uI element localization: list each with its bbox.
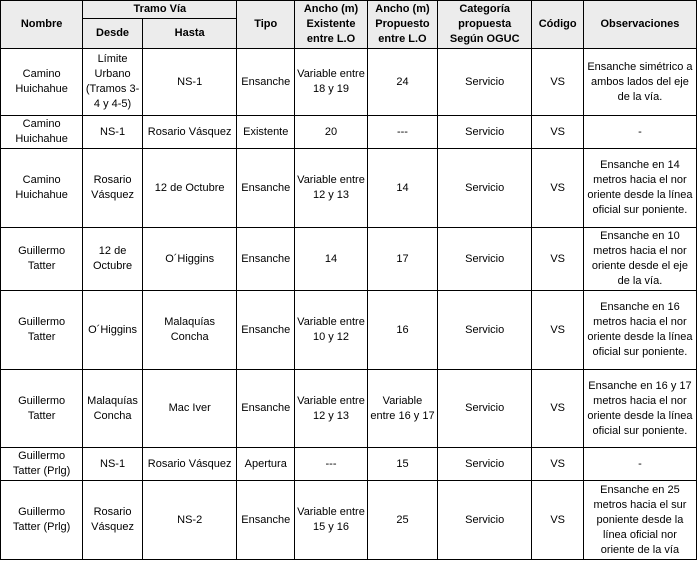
cell-codigo: VS — [532, 481, 583, 560]
cell-ancho-existente: Variable entre 18 y 19 — [295, 49, 368, 116]
header-observaciones: Observaciones — [583, 1, 696, 49]
cell-categoria: Servicio — [437, 481, 532, 560]
cell-codigo: VS — [532, 116, 583, 149]
table-row — [1, 370, 697, 448]
header-hasta: Hasta — [142, 19, 237, 49]
cell-ancho-existente: Variable entre 10 y 12 — [295, 291, 368, 370]
cell-desde: 12 de Octubre — [83, 228, 143, 291]
table-row — [1, 228, 697, 291]
cell-ancho-propuesto: 24 — [368, 49, 438, 116]
cell-desde: Rosario Vásquez — [83, 481, 143, 560]
cell-ancho-propuesto: --- — [368, 116, 438, 149]
cell-observaciones: - — [583, 448, 696, 481]
cell-codigo: VS — [532, 149, 583, 228]
cell-hasta: O´Higgins — [142, 228, 237, 291]
table-row — [1, 49, 697, 116]
cell-ancho-propuesto: 16 — [368, 291, 438, 370]
table-row — [1, 448, 697, 481]
cell-ancho-propuesto: 25 — [368, 481, 438, 560]
cell-desde: Rosario Vásquez — [83, 149, 143, 228]
cell-hasta: NS-2 — [142, 481, 237, 560]
cell-tipo: Ensanche — [237, 49, 295, 116]
cell-desde: NS-1 — [83, 116, 143, 149]
cell-hasta: NS-1 — [142, 49, 237, 116]
header-ancho-propuesto: Ancho (m) Propuesto entre L.O — [368, 1, 438, 49]
cell-codigo: VS — [532, 228, 583, 291]
cell-codigo: VS — [532, 448, 583, 481]
cell-observaciones: Ensanche en 16 y 17 metros hacia el nor oriente desde la línea oficial sur poniente. — [583, 370, 696, 448]
cell-tipo: Ensanche — [237, 228, 295, 291]
table-header — [1, 1, 697, 49]
cell-nombre: Camino Huichahue — [1, 116, 83, 149]
cell-ancho-existente: Variable entre 12 y 13 — [295, 370, 368, 448]
cell-nombre: Guillermo Tatter — [1, 370, 83, 448]
header-codigo: Código — [532, 1, 583, 49]
cell-codigo: VS — [532, 49, 583, 116]
cell-desde: Límite Urbano (Tramos 3-4 y 4-5) — [83, 49, 143, 116]
table-body — [1, 49, 697, 560]
cell-categoria: Servicio — [437, 228, 532, 291]
cell-nombre: Camino Huichahue — [1, 49, 83, 116]
cell-nombre: Guillermo Tatter — [1, 228, 83, 291]
cell-ancho-existente: 14 — [295, 228, 368, 291]
cell-ancho-propuesto: 17 — [368, 228, 438, 291]
header-categoria: Categoría propuesta Según OGUC — [437, 1, 532, 49]
cell-nombre: Guillermo Tatter (Prlg) — [1, 481, 83, 560]
table-row — [1, 116, 697, 149]
cell-categoria: Servicio — [437, 370, 532, 448]
cell-categoria: Servicio — [437, 49, 532, 116]
cell-codigo: VS — [532, 370, 583, 448]
cell-ancho-propuesto: 15 — [368, 448, 438, 481]
cell-nombre: Camino Huichahue — [1, 149, 83, 228]
cell-observaciones: - — [583, 116, 696, 149]
cell-categoria: Servicio — [437, 116, 532, 149]
cell-desde: NS-1 — [83, 448, 143, 481]
cell-categoria: Servicio — [437, 291, 532, 370]
header-ancho-existente: Ancho (m) Existente entre L.O — [295, 1, 368, 49]
header-nombre: Nombre — [1, 1, 83, 49]
cell-tipo: Ensanche — [237, 149, 295, 228]
cell-tipo: Ensanche — [237, 370, 295, 448]
cell-tipo: Ensanche — [237, 291, 295, 370]
cell-desde: Malaquías Concha — [83, 370, 143, 448]
cell-hasta: Malaquías Concha — [142, 291, 237, 370]
header-tramo-via: Tramo Vía — [83, 1, 237, 19]
table-row — [1, 481, 697, 560]
table-row — [1, 149, 697, 228]
cell-hasta: Rosario Vásquez — [142, 448, 237, 481]
cell-observaciones: Ensanche en 14 metros hacia el nor oriente desde la línea oficial sur poniente. — [583, 149, 696, 228]
cell-categoria: Servicio — [437, 149, 532, 228]
header-tipo: Tipo — [237, 1, 295, 49]
cell-tipo: Ensanche — [237, 481, 295, 560]
cell-categoria: Servicio — [437, 448, 532, 481]
cell-ancho-existente: Variable entre 15 y 16 — [295, 481, 368, 560]
cell-codigo: VS — [532, 291, 583, 370]
cell-nombre: Guillermo Tatter (Prlg) — [1, 448, 83, 481]
cell-observaciones: Ensanche en 16 metros hacia el nor oriente desde la línea oficial sur poniente. — [583, 291, 696, 370]
cell-ancho-existente: 20 — [295, 116, 368, 149]
cell-nombre: Guillermo Tatter — [1, 291, 83, 370]
cell-ancho-existente: --- — [295, 448, 368, 481]
cell-observaciones: Ensanche simétrico a ambos lados del eje de la vía. — [583, 49, 696, 116]
cell-ancho-propuesto: 14 — [368, 149, 438, 228]
cell-hasta: 12 de Octubre — [142, 149, 237, 228]
table-row — [1, 291, 697, 370]
cell-ancho-propuesto: Variable entre 16 y 17 — [368, 370, 438, 448]
cell-observaciones: Ensanche en 10 metros hacia el nor oriente desde el eje de la vía. — [583, 228, 696, 291]
cell-observaciones: Ensanche en 25 metros hacia el sur poniente desde la línea oficial nor oriente de la vía — [583, 481, 696, 560]
cell-desde: O´Higgins — [83, 291, 143, 370]
cell-hasta: Mac Iver — [142, 370, 237, 448]
cell-hasta: Rosario Vásquez — [142, 116, 237, 149]
cell-ancho-existente: Variable entre 12 y 13 — [295, 149, 368, 228]
cell-tipo: Apertura — [237, 448, 295, 481]
cell-tipo: Existente — [237, 116, 295, 149]
header-desde: Desde — [83, 19, 143, 49]
